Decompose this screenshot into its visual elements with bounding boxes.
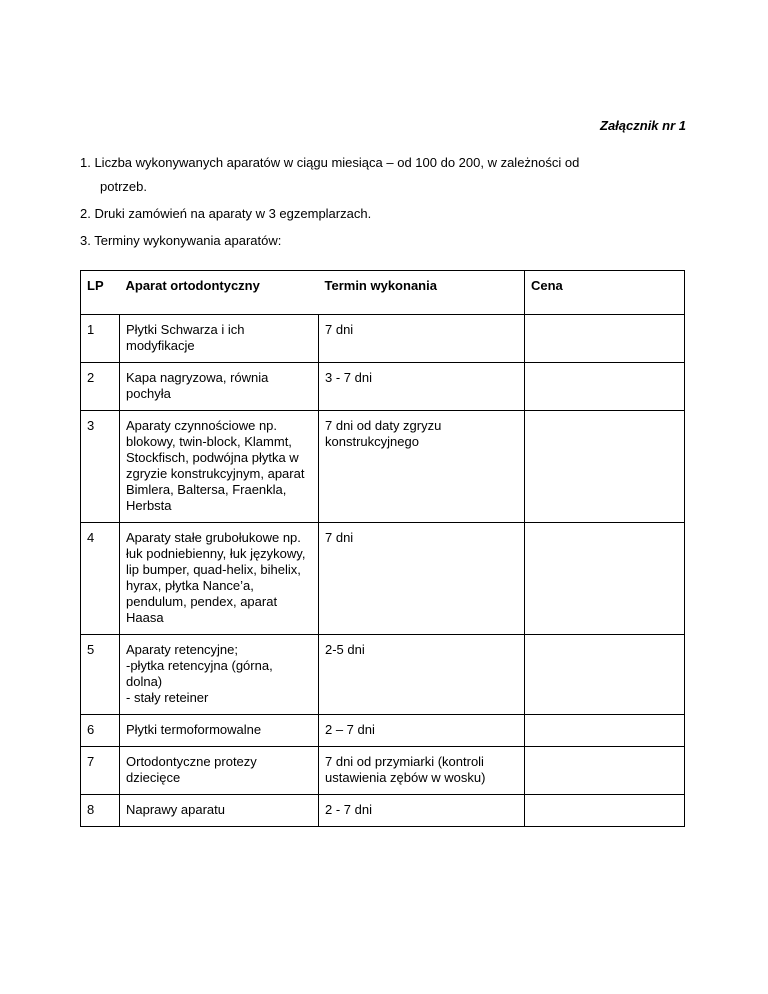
cell-cena[interactable]	[525, 715, 685, 747]
cell-lp: 8	[81, 795, 120, 827]
cell-aparat-line: - stały reteiner	[126, 690, 209, 705]
paragraph-3: 3. Terminy wykonywania aparatów:	[80, 233, 282, 248]
cell-lp: 6	[81, 715, 120, 747]
schedule-table	[80, 270, 685, 827]
cell-lp: 3	[81, 411, 120, 523]
header-cena: Cena	[525, 271, 685, 315]
cell-aparat-line: -płytka retencyjna (górna, dolna)	[126, 658, 273, 689]
cell-cena[interactable]	[525, 795, 685, 827]
header-aparat: Aparat ortodontyczny	[120, 271, 319, 315]
cell-cena[interactable]	[525, 523, 685, 635]
cell-termin: 7 dni od daty zgryzu konstrukcyjnego	[319, 411, 525, 523]
cell-lp: 1	[81, 315, 120, 363]
cell-aparat: Płytki termoformowalne	[120, 715, 319, 747]
cell-termin: 7 dni	[319, 523, 525, 635]
table-row	[81, 747, 685, 795]
table-row	[81, 363, 685, 411]
paragraph-1-line-2: potrzeb.	[100, 179, 147, 194]
cell-aparat: Ortodontyczne protezy dziecięce	[120, 747, 319, 795]
cell-termin: 2 - 7 dni	[319, 795, 525, 827]
cell-aparat: Płytki Schwarza i ich modyfikacje	[120, 315, 319, 363]
cell-lp: 2	[81, 363, 120, 411]
table-row	[81, 795, 685, 827]
table-row	[81, 635, 685, 715]
cell-aparat: Aparaty czynnościowe np. blokowy, twin-block, Klammt, Stockfisch, podwójna płytka w zgryzie konstrukcyjnym, aparat Bimlera, Baltersa, Fraenkla, Herbsta	[120, 411, 319, 523]
cell-aparat	[120, 635, 319, 715]
table-row	[81, 315, 685, 363]
cell-cena[interactable]	[525, 315, 685, 363]
cell-aparat: Aparaty stałe grubołukowe np. łuk podniebienny, łuk językowy, lip bumper, quad-helix, bihelix, hyrax, płytka Nance’a, pendulum, pendex, aparat Haasa	[120, 523, 319, 635]
cell-cena[interactable]	[525, 411, 685, 523]
cell-lp: 7	[81, 747, 120, 795]
paragraph-2: 2. Druki zamówień na aparaty w 3 egzemplarzach.	[80, 206, 372, 221]
table-row	[81, 715, 685, 747]
cell-termin: 2-5 dni	[319, 635, 525, 715]
paragraph-1	[80, 154, 680, 196]
cell-termin: 7 dni od przymiarki (kontroli ustawienia zębów w wosku)	[319, 747, 525, 795]
cell-cena[interactable]	[525, 363, 685, 411]
header-lp: LP	[81, 271, 120, 315]
cell-lp: 4	[81, 523, 120, 635]
cell-cena[interactable]	[525, 747, 685, 795]
cell-termin: 7 dni	[319, 315, 525, 363]
cell-termin: 3 - 7 dni	[319, 363, 525, 411]
header-termin: Termin wykonania	[319, 271, 525, 315]
table-header-row	[81, 271, 685, 315]
paragraph-1-line-1: 1. Liczba wykonywanych aparatów w ciągu miesiąca – od 100 do 200, w zależności od	[80, 155, 580, 170]
table-row	[81, 523, 685, 635]
cell-cena[interactable]	[525, 635, 685, 715]
attachment-label: Załącznik nr 1	[600, 118, 686, 133]
cell-aparat: Naprawy aparatu	[120, 795, 319, 827]
cell-aparat: Kapa nagryzowa, równia pochyła	[120, 363, 319, 411]
cell-aparat-line: Aparaty retencyjne;	[126, 642, 239, 657]
cell-termin: 2 – 7 dni	[319, 715, 525, 747]
cell-lp: 5	[81, 635, 120, 715]
table-row	[81, 411, 685, 523]
